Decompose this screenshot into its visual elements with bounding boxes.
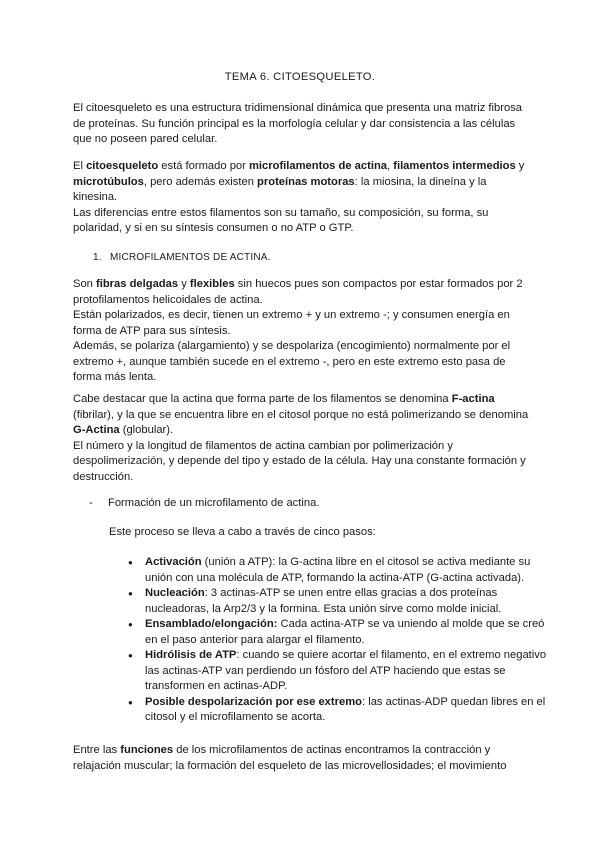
text-span: está formado por [158, 160, 249, 172]
step-title: Hidrólisis de ATP [145, 649, 237, 661]
step-text: Cada actina-ATP se va uniendo al molde que se creó en el paso anterior para alargar el filamento. [145, 618, 545, 646]
text-span: de los microfilamentos de actinas encontramos la contracción y relajación muscular; la formación del esqueleto de las microvellosidades; el movimiento [73, 744, 507, 772]
bold-term: proteínas motoras [257, 175, 355, 188]
section-number: 1. [93, 252, 102, 263]
step-title: Ensamblado/elongación: [145, 618, 278, 630]
bold-term: G-Actina [73, 424, 120, 436]
bold-term: fibras delgadas [96, 278, 179, 290]
dash-marker: - [89, 497, 93, 509]
text-span: Entre las [73, 744, 121, 756]
functions-paragraph [73, 743, 528, 774]
text-span: y [178, 278, 190, 290]
section-title: MICROFILAMENTOS DE ACTINA. [110, 252, 271, 263]
actin-types-paragraph [73, 392, 533, 485]
dash-list-item [89, 496, 319, 512]
dash-item-text: Formación de un microfilamento de actina. [108, 497, 320, 509]
list-item [128, 586, 558, 617]
page-title: TEMA 6. CITOESQUELETO. [224, 71, 376, 83]
bold-term: flexibles [189, 278, 235, 290]
bold-term: microfilamentos de actina [248, 160, 388, 172]
bold-term: F-actina [451, 393, 495, 405]
list-item [128, 555, 558, 586]
text-span: , [387, 160, 394, 172]
step-title: Posible despolarización por ese extremo [145, 695, 362, 708]
step-text: : 3 actinas-ATP se unen entre ellas gracias a dos proteínas nucleadoras, la Arp2/3 y la formina. Esta unión sirve como molde inicial. [145, 587, 502, 615]
text-span: El número y la longitud de filamentos de actina cambian por polimerización y despolimerización, y depende del tipo y estado de la célula. Hay una constante formación y destrucción. [73, 439, 526, 483]
step-text: : las actinas-ADP quedan libres en el citosol y el microfilamento se acorta. [145, 695, 546, 723]
steps-list [128, 555, 558, 726]
process-intro: Este proceso se lleva a cabo a través de cinco pasos: [109, 526, 376, 538]
text-span: sin huecos pues son compactos por estar formados por 2 protofilamentos helicoidales de actina. [73, 278, 523, 306]
intro-paragraph: El citoesqueleto es una estructura tridimensional dinámica que presenta una matriz fibrosa de proteínas. Su función principal es la morfología celular y dar consistencia a las células que no poseen pared celular. [73, 102, 522, 145]
microfilament-paragraph [73, 277, 533, 386]
bold-term: microtúbulos [73, 175, 144, 188]
text-span: Cabe destacar que la actina que forma parte de los filamentos se denomina [73, 393, 452, 405]
section-heading [93, 250, 271, 266]
list-item [128, 648, 558, 695]
text-span: y [515, 160, 525, 172]
text-span: : la miosina, la dineína y la kinesina. [73, 175, 487, 203]
list-item [128, 695, 558, 726]
text-span: Además, se polariza (alargamiento) y se despolariza (encogimiento) normalmente por el extremo +, aunque también sucede en el extremo -, pero en este extremo esto pasa de forma más lenta. [73, 340, 511, 383]
text-span: (globular). [119, 424, 174, 436]
text-span: Están polarizados, es decir, tienen un extremo + y un extremo -; y consumen energía en forma de ATP para sus síntesis. [73, 309, 510, 337]
list-item [128, 617, 558, 648]
bold-term: filamentos intermedios [393, 160, 516, 172]
bold-term: citoesqueleto [86, 160, 159, 172]
step-title: Nucleación [145, 587, 205, 599]
text-span: , pero además existen [143, 175, 258, 188]
step-text: (unión a ATP): la G-actina libre en el citosol se activa mediante su unión con una molécula de ATP, formando la actina-ATP (G-actina activada). [145, 556, 531, 584]
text-span: Las diferencias entre estos filamentos son su tamaño, su composición, su forma, su polaridad, y si en su síntesis consumen o no ATP o GTP. [73, 206, 489, 234]
text-span: Son [73, 278, 97, 290]
text-span: (fibrilar), y la que se encuentra libre en el citosol porque no está polimerizando se denomina [73, 408, 529, 421]
step-text: : cuando se quiere acortar el filamento, en el extremo negativo las actinas-ATP van perdiendo un fósforo del ATP haciendo que estas se transformen en actinas-ADP. [145, 649, 547, 692]
bold-term: funciones [120, 744, 174, 756]
composition-paragraph [73, 159, 533, 237]
text-span: El [73, 160, 87, 172]
step-title: Activación [145, 556, 202, 568]
